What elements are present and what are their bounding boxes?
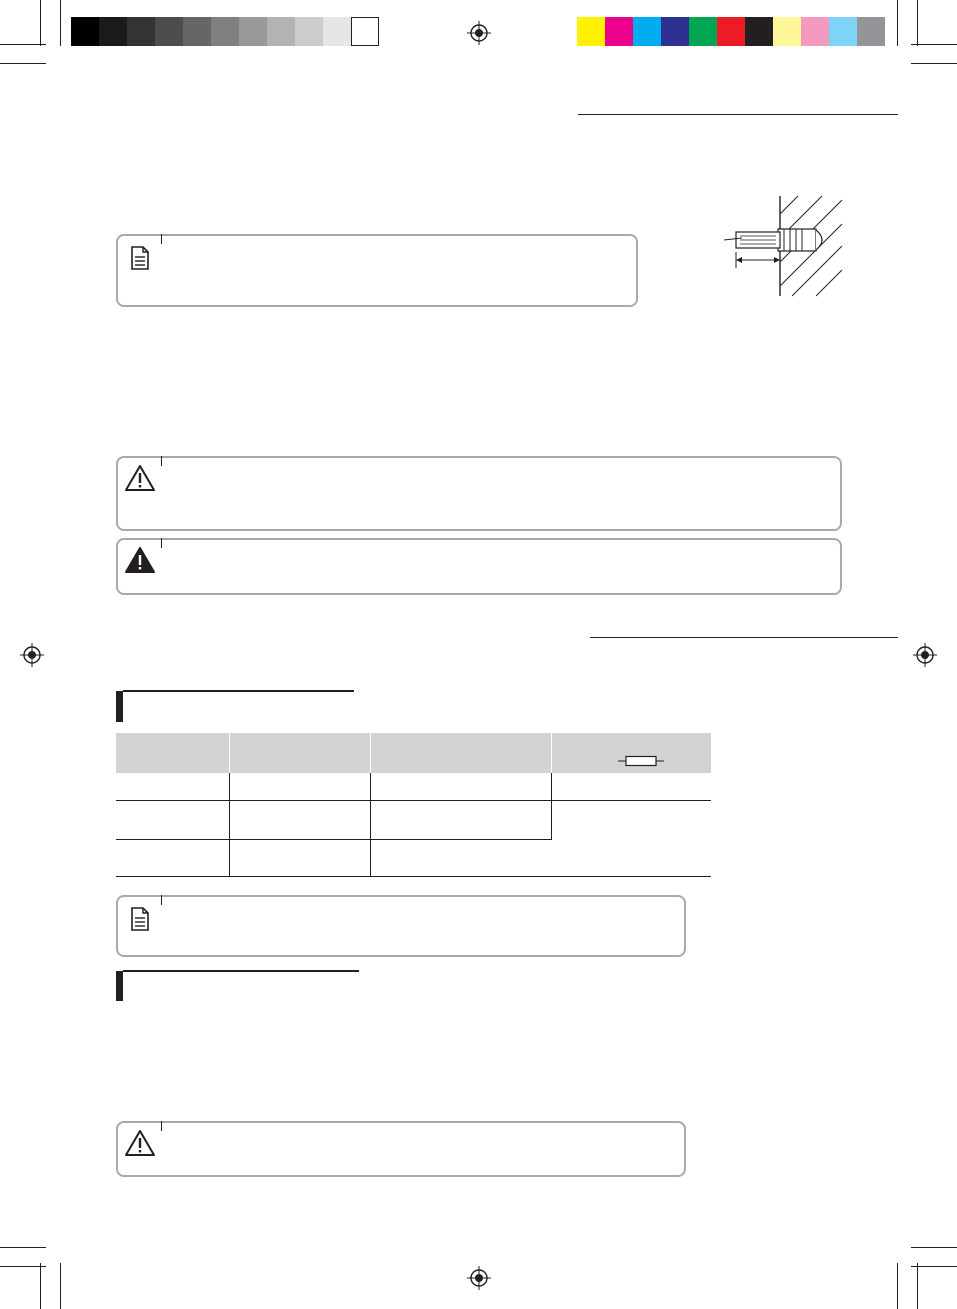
crop-mark	[911, 63, 957, 64]
process-color-swatch	[605, 17, 633, 46]
registration-mark-icon	[19, 642, 45, 668]
crop-mark	[0, 63, 46, 64]
process-color-swatch	[801, 17, 829, 46]
grayscale-swatch	[71, 17, 99, 46]
process-color-swatch	[661, 17, 689, 46]
caution-box	[116, 456, 842, 531]
grayscale-swatch	[211, 17, 239, 46]
crop-mark	[897, 0, 898, 46]
grayscale-swatch	[183, 17, 211, 46]
grayscale-swatch	[127, 17, 155, 46]
note-icon	[130, 907, 150, 931]
table-header-cell	[551, 733, 711, 773]
subsection-heading-line	[123, 690, 354, 692]
subsection-heading-line	[123, 970, 359, 972]
table-row	[116, 773, 711, 801]
table-header-cell	[116, 733, 230, 773]
table-header-cell	[370, 733, 551, 773]
caution-outline-icon	[124, 1129, 156, 1157]
note-box	[116, 895, 686, 957]
box-tick	[161, 456, 162, 466]
note-box	[116, 234, 638, 307]
section-header-rule	[590, 637, 898, 638]
box-tick	[161, 895, 162, 905]
grayscale-swatch	[155, 17, 183, 46]
subsection-heading-bar	[116, 691, 123, 722]
table-cell	[116, 840, 230, 877]
grayscale-swatch	[239, 17, 267, 46]
crop-mark	[911, 1247, 957, 1248]
table-cell	[370, 840, 551, 877]
process-color-swatch	[717, 17, 745, 46]
process-color-swatch	[689, 17, 717, 46]
table-header-cell	[230, 733, 370, 773]
table-cell	[230, 773, 370, 801]
caution-box	[116, 1121, 686, 1177]
box-tick	[161, 234, 162, 244]
box-tick	[161, 1121, 162, 1131]
spec-table	[116, 733, 711, 877]
fuse-symbol-icon	[618, 755, 664, 767]
subsection-heading-bar	[116, 971, 123, 1001]
crop-mark	[60, 1263, 61, 1309]
process-color-swatch	[857, 17, 885, 46]
wall-plug-diagram	[718, 192, 848, 300]
section-header-rule	[578, 114, 898, 115]
crop-mark	[917, 1263, 918, 1309]
table-cell	[551, 801, 711, 877]
crop-mark	[40, 1263, 41, 1309]
table-row	[116, 801, 711, 840]
grayscale-swatch	[351, 17, 379, 46]
table-cell	[230, 801, 370, 840]
process-color-swatch	[829, 17, 857, 46]
registration-mark-icon	[466, 20, 492, 46]
registration-mark-icon	[466, 1265, 492, 1291]
process-color-swatch	[745, 17, 773, 46]
table-cell	[370, 801, 551, 840]
grayscale-swatch	[267, 17, 295, 46]
table-cell	[230, 840, 370, 877]
table-header-row	[116, 733, 711, 773]
grayscale-swatch	[295, 17, 323, 46]
table-cell	[116, 801, 230, 840]
crop-mark	[0, 1247, 46, 1248]
crop-mark	[60, 0, 61, 46]
plug-tip	[816, 230, 822, 250]
table-cell	[551, 773, 711, 801]
registration-mark-icon	[912, 642, 938, 668]
box-tick	[161, 538, 162, 548]
table-cell	[116, 773, 230, 801]
grayscale-swatch	[99, 17, 127, 46]
warning-filled-icon	[124, 546, 156, 574]
process-color-swatch	[633, 17, 661, 46]
grayscale-swatch	[323, 17, 351, 46]
process-color-swatch	[773, 17, 801, 46]
table-cell	[370, 773, 551, 801]
process-color-swatch	[577, 17, 605, 46]
warning-box	[116, 538, 842, 595]
crop-mark	[40, 0, 41, 46]
crop-mark	[917, 0, 918, 46]
crop-mark	[897, 1263, 898, 1309]
caution-outline-icon	[124, 464, 156, 492]
note-icon	[130, 246, 150, 270]
